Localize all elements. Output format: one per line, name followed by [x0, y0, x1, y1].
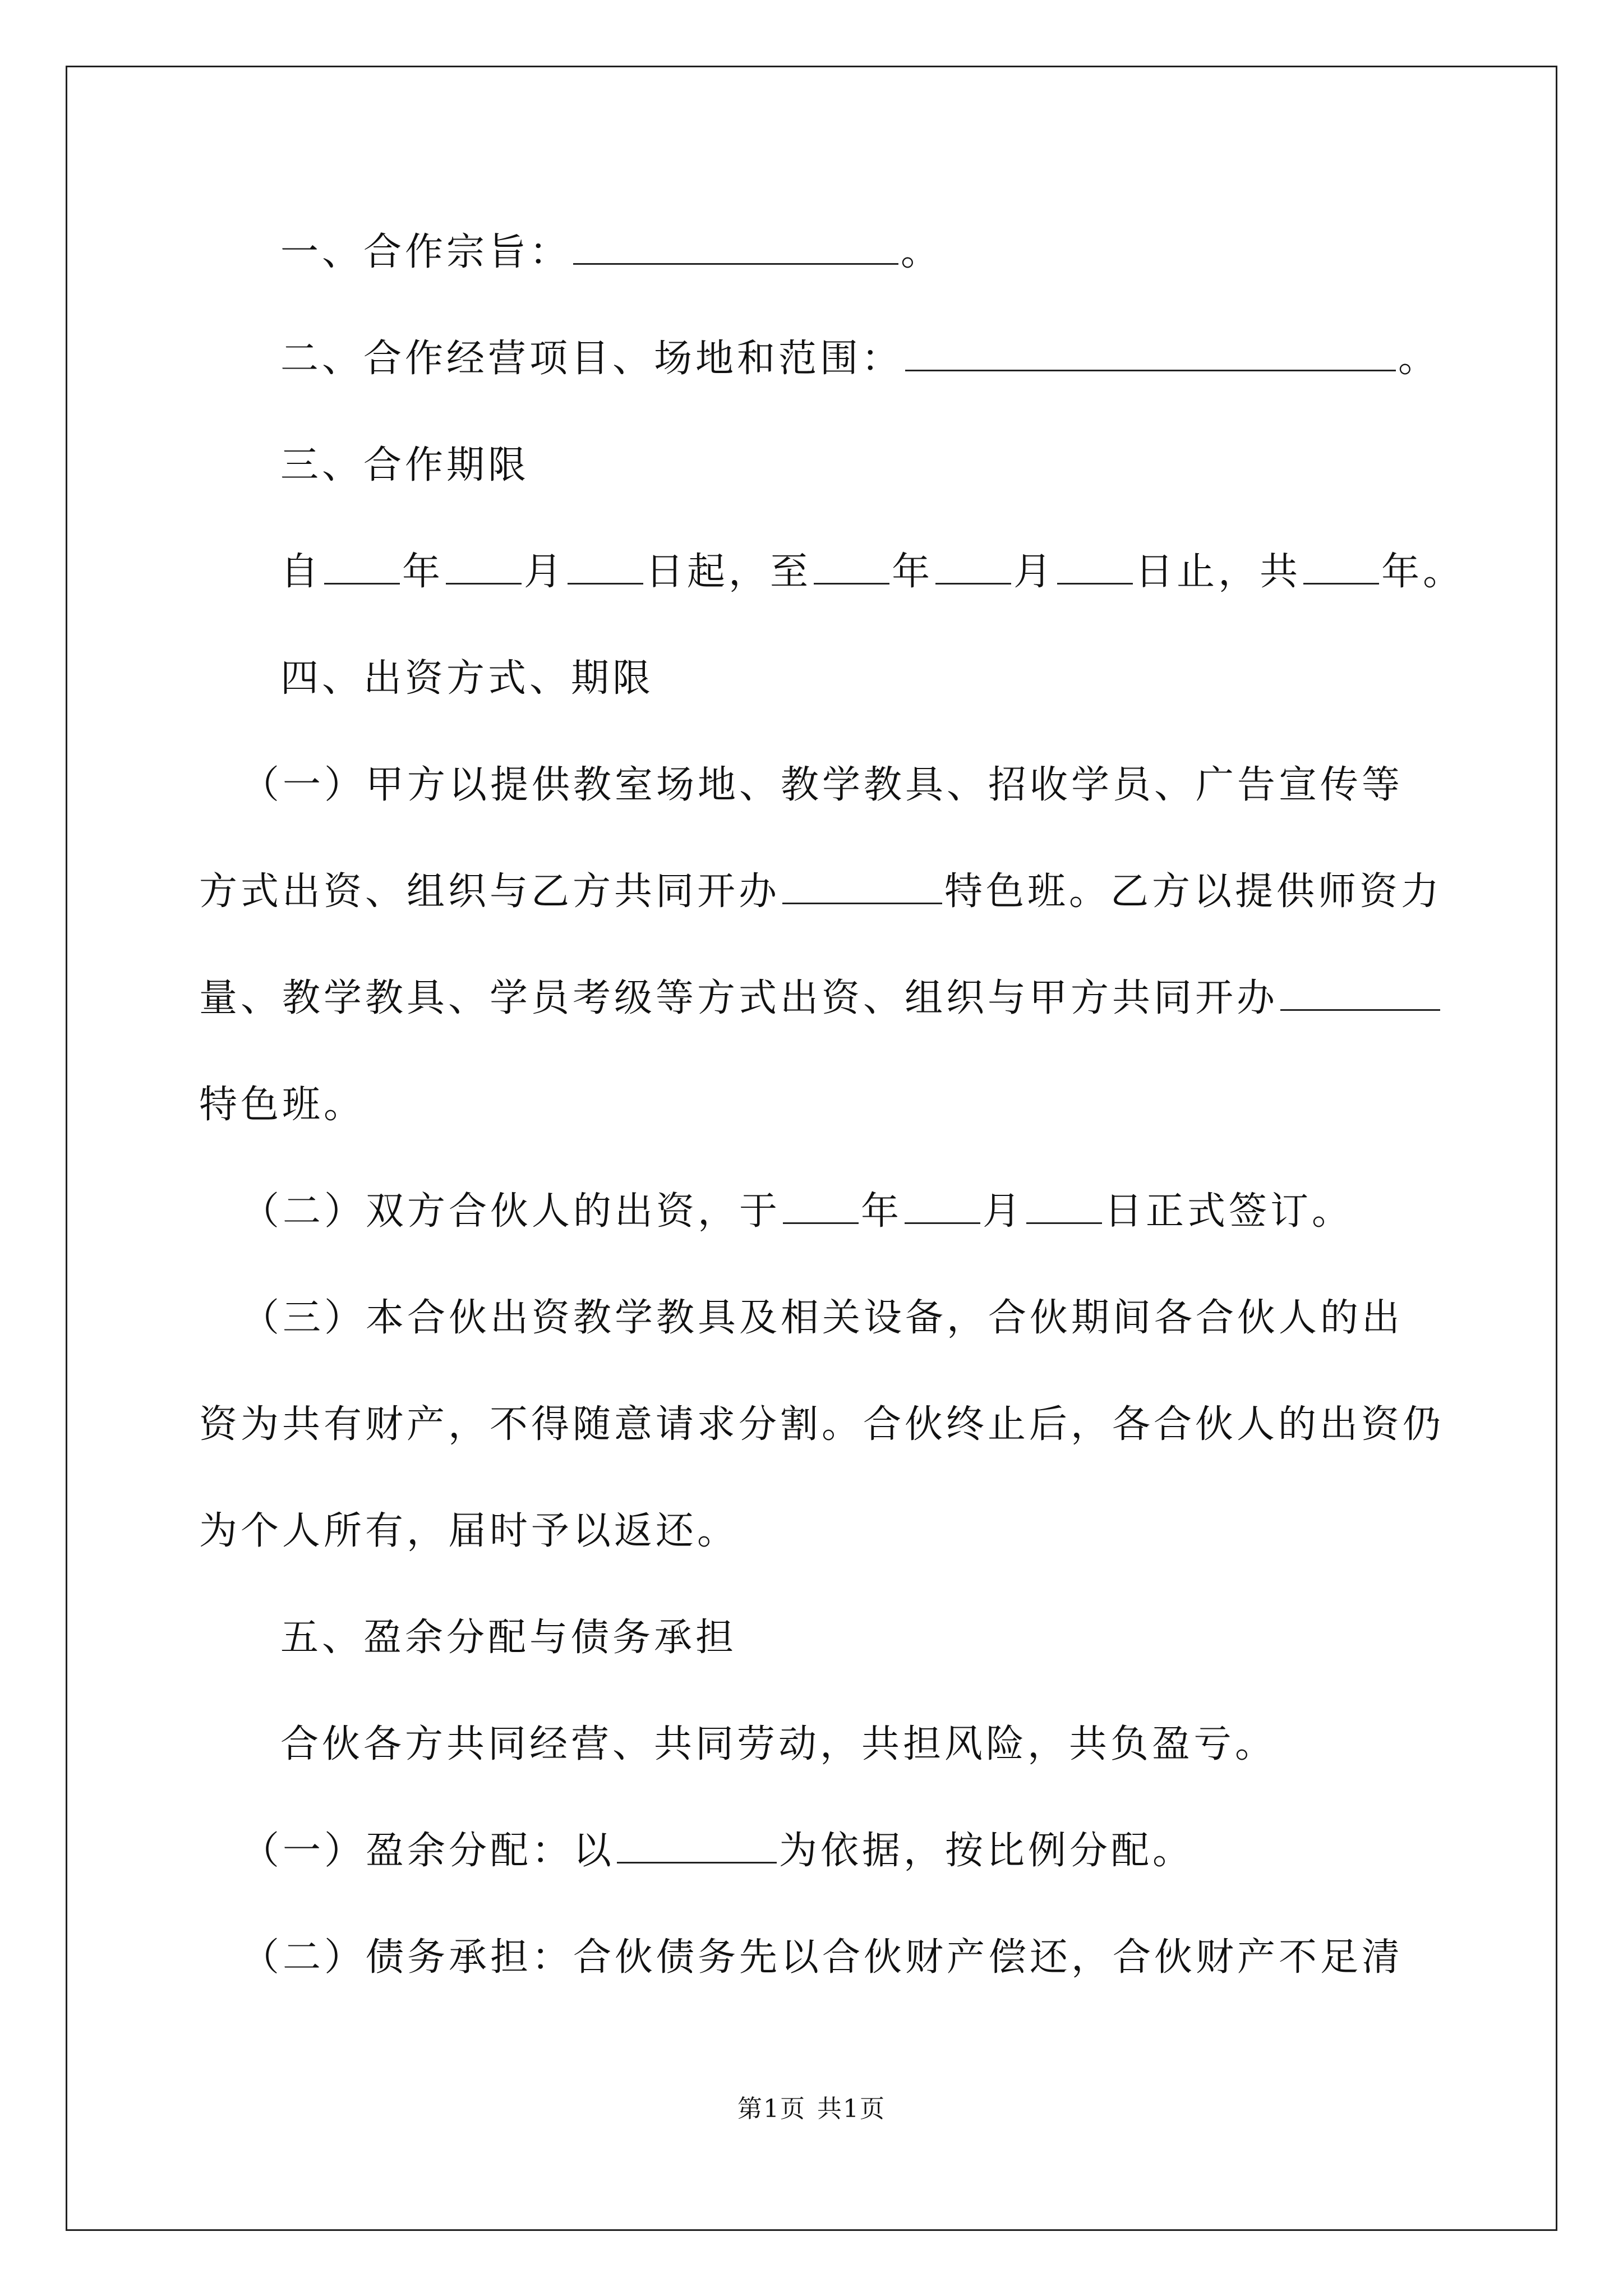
clause-5-2-line [241, 1935, 1403, 1980]
clause-4-1-text-2a: 方式出资、组织与乙方共同开办 [199, 869, 781, 914]
clause-4-3-line-1 [241, 1296, 1403, 1341]
term-to: 日起，至 [645, 550, 812, 594]
term-dates-line [280, 550, 1464, 595]
clause-4-3-text-1: （三）本合伙出资教学教具及相关设备，合伙期间各合伙人的出 [241, 1296, 1404, 1340]
clause-2-label: 二、合作经营项目、场地和范围： [280, 337, 903, 381]
clause-5-1-text-b: 为依据，按比例分配。 [779, 1829, 1195, 1873]
page-frame [66, 66, 1557, 2231]
clause-5-2-text: （二）债务承担：合伙债务先以合伙财产偿还，合伙财产不足清 [241, 1935, 1404, 1980]
blank-start-day [568, 551, 643, 585]
blank-end-year [814, 551, 889, 585]
blank-purpose [573, 232, 898, 265]
term-from: 自 [280, 550, 322, 594]
clause-4-text: 四、出资方式、期限 [280, 656, 654, 701]
clause-4-3-line-3 [199, 1509, 739, 1554]
blank-class-name-1 [782, 871, 942, 904]
page-total: 共1页 [817, 2095, 886, 2123]
clause-4-1-text-2b: 特色班。乙方以提供师资力 [944, 869, 1443, 914]
term-years-end: 年。 [1381, 550, 1465, 594]
blank-start-month [446, 551, 522, 585]
blank-profit-basis [617, 1830, 777, 1864]
clause-2-scope [280, 337, 1440, 381]
page-footer [0, 2095, 1623, 2123]
clause-4-heading [280, 656, 654, 701]
clause-3-text: 三、合作期限 [280, 443, 530, 487]
term-year-2: 年 [892, 550, 934, 594]
blank-sign-day [1026, 1191, 1102, 1224]
blank-sign-year [783, 1191, 859, 1224]
blank-sign-month [905, 1191, 980, 1224]
page-number: 第1页 [737, 2095, 806, 2123]
blank-class-name-2 [1280, 978, 1440, 1011]
clause-4-2-month: 月 [983, 1189, 1025, 1234]
clause-5-intro [280, 1722, 1276, 1767]
clause-4-1-line-3 [199, 976, 1442, 1021]
clause-1-purpose [280, 230, 942, 275]
clause-1-label: 一、合作宗旨： [280, 230, 571, 274]
clause-4-1-text-4: 特色班。 [199, 1083, 366, 1127]
clause-4-2-text-a: （二）双方合伙人的出资，于 [241, 1189, 781, 1234]
term-month-2: 月 [1013, 550, 1055, 594]
blank-total-years [1303, 551, 1379, 585]
term-year-1: 年 [402, 550, 444, 594]
clause-4-1-line-4 [199, 1083, 365, 1128]
clause-5-intro-text: 合伙各方共同经营、共同劳动，共担风险，共负盈亏。 [280, 1722, 1277, 1766]
clause-4-2-line [241, 1189, 1353, 1234]
clause-4-1-text-1: （一）甲方以提供教室场地、教学教具、招收学员、广告宣传等 [241, 763, 1404, 807]
clause-5-1-text-a: （一）盈余分配：以 [241, 1829, 615, 1873]
clause-1-end: 。 [901, 230, 943, 274]
clause-5-text: 五、盈余分配与债务承担 [280, 1616, 737, 1660]
clause-4-3-text-2: 资为共有财产，不得随意请求分割。合伙终止后，各合伙人的出资仍 [199, 1402, 1445, 1447]
blank-scope [905, 338, 1396, 371]
clause-4-2-year: 年 [861, 1189, 903, 1234]
clause-4-2-text-b: 日正式签订。 [1104, 1189, 1354, 1234]
term-total: 日止，共 [1135, 550, 1302, 594]
clause-4-3-text-3: 为个人所有，届时予以返还。 [199, 1509, 739, 1553]
clause-4-3-line-2 [199, 1402, 1444, 1447]
blank-end-month [935, 551, 1011, 585]
clause-3-heading [280, 443, 529, 488]
clause-4-1-text-3a: 量、教学教具、学员考级等方式出资、组织与甲方共同开办 [199, 976, 1279, 1020]
clause-4-1-line-1 [241, 763, 1403, 808]
clause-4-1-line-2 [199, 869, 1442, 914]
blank-start-year [324, 551, 400, 585]
term-month-1: 月 [524, 550, 566, 594]
clause-5-heading [280, 1616, 737, 1660]
blank-end-day [1057, 551, 1133, 585]
clause-5-1-line [241, 1829, 1194, 1874]
clause-2-end: 。 [1398, 337, 1440, 381]
